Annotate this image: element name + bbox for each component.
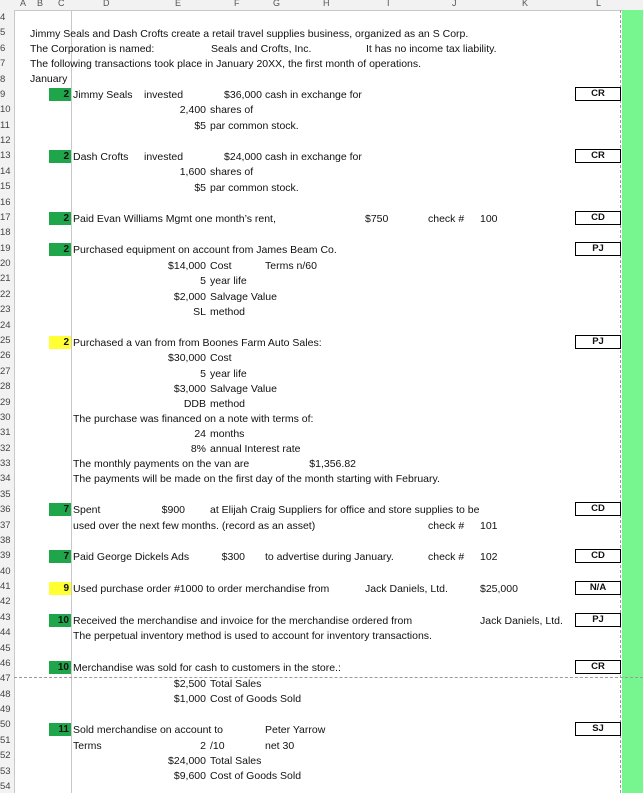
row-number[interactable]: 30 xyxy=(0,411,11,423)
row-number[interactable]: 45 xyxy=(0,642,11,654)
column-header-c[interactable]: C xyxy=(58,0,65,8)
tax-note: It has no income tax liability. xyxy=(366,43,497,55)
rate-label: annual Interest rate xyxy=(210,443,301,455)
check-number: 101 xyxy=(480,520,498,532)
payment-note: The payments will be made on the first day of the month starting with February. xyxy=(73,473,440,485)
cogs-label: Cost of Goods Sold xyxy=(210,770,302,782)
discount-days: /10 xyxy=(210,740,225,752)
net-terms: net 30 xyxy=(265,740,295,752)
months-label: months xyxy=(210,428,245,440)
salvage-value: $3,000 xyxy=(173,383,206,395)
transaction-desc: Received the merchandise and invoice for the merchandise ordered from xyxy=(73,615,413,627)
investor-name: Dash Crofts xyxy=(73,151,129,163)
transaction-desc-2: to advertise during January. xyxy=(265,551,394,563)
total-sales: $2,500 xyxy=(173,678,206,690)
spent-verb: Spent xyxy=(73,504,101,516)
row-number[interactable]: 27 xyxy=(0,365,11,377)
journal-code-box[interactable]: CR xyxy=(575,660,621,674)
transaction-desc: Used purchase order #1000 to order merchandise from xyxy=(73,583,330,595)
transaction-desc: Purchased a van from from Boones Farm Auto Sales: xyxy=(73,337,322,349)
row-number[interactable]: 18 xyxy=(0,227,11,239)
cost-label: Cost xyxy=(210,352,232,364)
salvage-label: Salvage Value xyxy=(210,383,277,395)
transaction-day: 2 xyxy=(63,244,69,255)
column-header-i[interactable]: I xyxy=(387,0,390,8)
row-number[interactable]: 25 xyxy=(0,334,11,346)
cost-of-goods-sold: $9,600 xyxy=(173,770,206,782)
ads-amount: $300 xyxy=(221,551,245,563)
row-number[interactable]: 4 xyxy=(0,12,6,23)
par-label: par common stock. xyxy=(210,182,299,194)
row-number[interactable]: 54 xyxy=(0,781,11,792)
cost-label: Cost xyxy=(210,260,232,272)
salvage-value: $2,000 xyxy=(173,291,206,303)
row-number[interactable]: 35 xyxy=(0,488,11,500)
column-border xyxy=(71,10,72,793)
transaction-desc: at Elijah Craig Suppliers for office and store supplies to be xyxy=(210,504,480,516)
journal-code-box[interactable]: CD xyxy=(575,502,621,516)
par-value: $5 xyxy=(194,182,206,194)
invest-desc: cash in exchange for xyxy=(265,151,362,163)
row-number[interactable]: 8 xyxy=(0,73,6,85)
row-number[interactable]: 51 xyxy=(0,734,11,746)
row-number[interactable]: 29 xyxy=(0,396,11,408)
row-number[interactable]: 13 xyxy=(0,150,11,162)
journal-code-box[interactable]: SJ xyxy=(575,722,621,736)
transaction-desc: Purchased equipment on account from James Beam Co. xyxy=(73,244,337,256)
row-number[interactable]: 7 xyxy=(0,58,6,70)
life-label: year life xyxy=(210,275,247,287)
financing-note: The purchase was financed on a note with terms of: xyxy=(73,413,314,425)
check-label: check # xyxy=(428,551,465,563)
transaction-day: 11 xyxy=(58,724,69,735)
transaction-day: 7 xyxy=(63,551,69,562)
journal-code-box[interactable]: N/A xyxy=(575,581,621,595)
par-value: $5 xyxy=(194,120,206,132)
useful-life: 5 xyxy=(200,275,206,287)
sales-label: Total Sales xyxy=(210,678,262,690)
cogs-label: Cost of Goods Sold xyxy=(210,693,302,705)
column-header-e[interactable]: E xyxy=(175,0,182,8)
share-count: 1,600 xyxy=(179,166,206,178)
method-label: method xyxy=(210,398,246,410)
shares-label: shares of xyxy=(210,104,254,116)
page-break-horizontal xyxy=(14,677,643,678)
depreciation-method: SL xyxy=(193,306,206,318)
row-number[interactable]: 43 xyxy=(0,611,11,623)
row-number[interactable]: 22 xyxy=(0,288,11,300)
journal-code-box[interactable]: CR xyxy=(575,87,621,101)
row-number[interactable]: 17 xyxy=(0,211,11,223)
check-label: check # xyxy=(428,520,465,532)
row-number[interactable]: 34 xyxy=(0,473,11,485)
row-number[interactable]: 12 xyxy=(0,135,11,147)
row-number[interactable]: 9 xyxy=(0,88,6,100)
monthly-payment: $1,356.82 xyxy=(309,458,356,470)
method-label: method xyxy=(210,306,246,318)
transaction-day: 2 xyxy=(63,89,69,100)
journal-code-box[interactable]: PJ xyxy=(575,242,621,256)
column-header-g[interactable]: G xyxy=(273,0,281,8)
column-header-k[interactable]: K xyxy=(522,0,529,8)
month-label: January xyxy=(30,73,68,85)
salvage-label: Salvage Value xyxy=(210,291,277,303)
row-number[interactable]: 53 xyxy=(0,765,11,777)
par-label: par common stock. xyxy=(210,120,299,132)
highlight-column xyxy=(622,10,643,793)
row-number[interactable]: 24 xyxy=(0,319,11,331)
row-number[interactable]: 52 xyxy=(0,750,11,762)
terms-label: Terms xyxy=(73,740,102,752)
row-number[interactable]: 6 xyxy=(0,42,6,54)
transaction-desc-2: used over the next few months. (record as an asset) xyxy=(73,520,316,532)
column-header-l[interactable]: L xyxy=(596,0,602,8)
transaction-desc: Sold merchandise on account to xyxy=(73,724,224,736)
column-header-f[interactable]: F xyxy=(234,0,240,8)
row-number[interactable]: 14 xyxy=(0,165,11,177)
note-months: 24 xyxy=(194,428,206,440)
transaction-day: 2 xyxy=(63,337,69,348)
journal-code-box[interactable]: CD xyxy=(575,211,621,225)
row-number[interactable]: 49 xyxy=(0,704,11,716)
life-label: year life xyxy=(210,368,247,380)
intro-line-3: The following transactions took place in January 20XX, the first month of operations. xyxy=(30,58,422,70)
row-number[interactable]: 11 xyxy=(0,119,10,131)
rent-amount: $750 xyxy=(365,213,389,225)
row-number[interactable]: 33 xyxy=(0,458,11,470)
column-header-a[interactable]: A xyxy=(20,0,27,8)
row-number[interactable]: 32 xyxy=(0,442,11,454)
corp-name: Seals and Crofts, Inc. xyxy=(211,43,312,55)
row-number[interactable]: 38 xyxy=(0,534,11,546)
customer-name: Peter Yarrow xyxy=(265,724,326,736)
transaction-desc: Paid George Dickels Ads xyxy=(73,551,190,563)
transaction-day: 10 xyxy=(57,615,69,626)
row-number[interactable]: 23 xyxy=(0,304,11,316)
cost-of-goods-sold: $1,000 xyxy=(173,693,206,705)
transaction-day: 2 xyxy=(63,151,69,162)
column-header-d[interactable]: D xyxy=(103,0,110,8)
row-number[interactable]: 40 xyxy=(0,565,11,577)
corp-named-label: The Corporation is named: xyxy=(30,43,155,55)
row-number[interactable]: 36 xyxy=(0,504,11,516)
vendor-name: Jack Daniels, Ltd. xyxy=(365,583,448,595)
row-number[interactable]: 48 xyxy=(0,688,11,700)
transaction-day: 9 xyxy=(63,583,69,594)
row-number[interactable]: 39 xyxy=(0,550,11,562)
row-number[interactable]: 5 xyxy=(0,27,6,39)
journal-code-box[interactable]: CR xyxy=(575,149,621,163)
row-number[interactable]: 19 xyxy=(0,242,11,254)
supplies-amount: $900 xyxy=(161,504,185,516)
row-number[interactable]: 42 xyxy=(0,596,11,608)
journal-code-box[interactable]: PJ xyxy=(575,613,621,627)
transaction-day: 2 xyxy=(63,213,69,224)
row-number[interactable]: 10 xyxy=(0,104,11,116)
row-number[interactable]: 41 xyxy=(0,581,11,593)
shares-label: shares of xyxy=(210,166,254,178)
row-number[interactable]: 47 xyxy=(0,673,11,685)
investor-name: Jimmy Seals xyxy=(73,89,133,101)
depreciation-method: DDB xyxy=(183,398,206,410)
row-number[interactable]: 31 xyxy=(0,427,11,439)
transaction-desc: Merchandise was sold for cash to customers in the store.: xyxy=(73,662,341,674)
column-header-h[interactable]: H xyxy=(323,0,330,8)
check-label: check # xyxy=(428,213,465,225)
row-number[interactable]: 50 xyxy=(0,719,11,731)
invest-amount: $36,000 xyxy=(224,89,262,101)
invest-desc: cash in exchange for xyxy=(265,89,362,101)
invest-verb: invested xyxy=(144,89,184,101)
check-number: 100 xyxy=(480,213,498,225)
interest-rate: 8% xyxy=(190,443,206,455)
total-sales: $24,000 xyxy=(168,755,206,767)
row-number[interactable]: 28 xyxy=(0,381,11,393)
payment-label: The monthly payments on the van are xyxy=(73,458,250,470)
van-cost: $30,000 xyxy=(168,352,206,364)
vendor-name: Jack Daniels, Ltd. xyxy=(480,615,563,627)
inventory-note: The perpetual inventory method is used to account for inventory transactions. xyxy=(73,630,432,642)
invest-verb: invested xyxy=(144,151,184,163)
row-number[interactable]: 44 xyxy=(0,627,11,639)
transaction-day: 7 xyxy=(63,504,69,515)
column-header-b[interactable]: B xyxy=(37,0,44,8)
share-count: 2,400 xyxy=(179,104,206,116)
transaction-day: 10 xyxy=(57,662,69,673)
intro-line-1: Jimmy Seals and Dash Crofts create a retail travel supplies business, organized as an S Corp. xyxy=(30,28,469,40)
journal-code-box[interactable]: PJ xyxy=(575,335,621,349)
column-header-j[interactable]: J xyxy=(452,0,457,8)
payment-terms: Terms n/60 xyxy=(265,260,317,272)
discount-percent: 2 xyxy=(200,740,206,752)
check-number: 102 xyxy=(480,551,498,563)
sales-label: Total Sales xyxy=(210,755,262,767)
row-number[interactable]: 15 xyxy=(0,181,11,193)
row-header-bar[interactable] xyxy=(0,10,15,793)
page-break-vertical xyxy=(620,10,621,793)
journal-code-box[interactable]: CD xyxy=(575,549,621,563)
invest-amount: $24,000 xyxy=(224,151,262,163)
row-number[interactable]: 20 xyxy=(0,258,11,270)
row-number[interactable]: 21 xyxy=(0,273,11,285)
order-amount: $25,000 xyxy=(480,583,518,595)
equipment-cost: $14,000 xyxy=(168,260,206,272)
transaction-desc: Paid Evan Williams Mgmt one month’s rent, xyxy=(73,213,276,225)
useful-life: 5 xyxy=(200,368,206,380)
row-number[interactable]: 37 xyxy=(0,519,11,531)
row-number[interactable]: 16 xyxy=(0,196,11,208)
row-number[interactable]: 46 xyxy=(0,657,11,669)
column-header-bar[interactable] xyxy=(0,0,643,11)
row-number[interactable]: 26 xyxy=(0,350,11,362)
